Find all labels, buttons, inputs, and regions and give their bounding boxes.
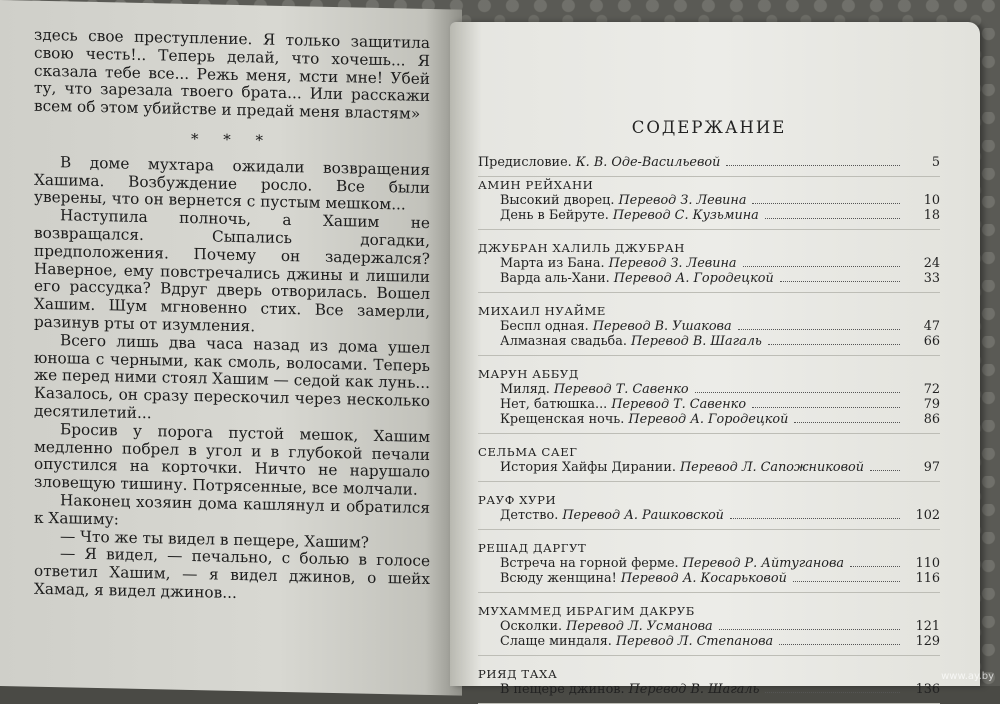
entry-title: Высокий дворец. xyxy=(500,193,619,208)
page-number: 129 xyxy=(915,634,940,649)
entry-title: Нет, батюшка... xyxy=(500,397,612,412)
page-number: 24 xyxy=(923,256,940,271)
toc-title: СОДЕРЖАНИЕ xyxy=(631,118,787,137)
dot-leader xyxy=(794,422,900,423)
entry-translator: Перевод В. Шагаль xyxy=(628,682,760,697)
toc-entry xyxy=(478,619,940,634)
page-number: 10 xyxy=(923,193,940,208)
watermark: www.ay.by xyxy=(941,671,994,682)
toc-entry xyxy=(478,256,940,271)
entry-title: Крещенская ночь. xyxy=(500,412,629,427)
dot-leader xyxy=(793,581,900,582)
entry-title: В пещере джинов. xyxy=(500,682,629,697)
text-paragraph: Наконец хозяин дома кашлянул и обратился к Хашиму: xyxy=(34,491,430,529)
divider xyxy=(478,433,940,434)
entry-translator: Перевод Л. Усманова xyxy=(566,619,713,634)
page-number: 102 xyxy=(915,508,940,523)
toc-author-heading: РИЯД ТАХА xyxy=(478,667,558,681)
dot-leader xyxy=(870,470,900,471)
toc-author-heading: АМИН РЕЙХАНИ xyxy=(478,178,594,192)
entry-title: Встреча на горной ферме. xyxy=(500,556,683,571)
entry-title: История Хайфы Дирании. xyxy=(500,460,680,475)
page-number: 110 xyxy=(915,556,940,571)
toc-entry xyxy=(478,193,940,208)
section-separator: * * * xyxy=(190,129,274,150)
text-paragraph: Всего лишь два часа назад из дома ушел юноша с черными, как смоль, волосами. Теперь же перед ними стоял Хашим — седой как лунь... Казалось, он сразу перескочил через несколько десятилетий... xyxy=(34,331,430,423)
toc-author-heading: СЕЛЬМА САЕГ xyxy=(478,445,578,459)
page-number: 79 xyxy=(923,397,940,412)
page-number: 66 xyxy=(923,334,940,349)
dialogue-line: — Что же ты видел в пещере, Хашим? xyxy=(60,526,369,552)
dot-leader xyxy=(738,329,900,330)
divider xyxy=(478,229,940,230)
entry-translator: Перевод Л. Степанова xyxy=(615,634,774,649)
entry-translator: Перевод А. Рашковской xyxy=(562,508,724,523)
divider xyxy=(478,592,940,593)
page-number: 97 xyxy=(923,460,940,475)
entry-title: Миляд. xyxy=(500,382,554,397)
toc-entry xyxy=(478,397,940,412)
dot-leader xyxy=(695,392,900,393)
entry-translator: Перевод А. Косарьковой xyxy=(620,571,787,586)
toc-entry xyxy=(478,571,940,586)
page-number: 72 xyxy=(923,382,940,397)
dot-leader xyxy=(752,407,900,408)
table-of-contents xyxy=(478,118,940,704)
text-paragraph: В доме мухтара ожидали возвращения Хашима. Возбуждение росло. Все были уверены, что он вернется с пустым мешком... xyxy=(34,153,430,214)
dot-leader xyxy=(779,644,900,645)
left-page xyxy=(0,0,462,696)
toc-entry xyxy=(478,271,940,286)
toc-entry xyxy=(478,556,940,571)
entry-translator: Перевод Т. Савенко xyxy=(553,382,689,397)
entry-translator: Перевод З. Левина xyxy=(618,193,747,208)
divider xyxy=(478,292,940,293)
toc-author-heading: РЕШАД ДАРГУТ xyxy=(478,541,587,555)
entry-translator: Перевод В. Шагаль xyxy=(631,334,762,349)
toc-entry xyxy=(478,208,940,223)
dot-leader xyxy=(768,344,900,345)
entry-title: Беспл одная. xyxy=(500,319,593,334)
toc-entry xyxy=(478,382,940,397)
toc-author-heading: РАУФ ХУРИ xyxy=(478,493,557,507)
entry-title: Предисловие. xyxy=(478,155,576,170)
entry-translator: Перевод В. Ушакова xyxy=(592,319,732,334)
toc-author-heading: МАРУН АББУД xyxy=(478,367,579,381)
divider xyxy=(478,529,940,530)
page-number: 47 xyxy=(923,319,940,334)
left-page-text xyxy=(34,27,430,607)
dialogue-line: — Я видел, — печально, с болью в голосе ответил Хашим, — я видел джинов, о шейх Хамад, я видел джинов... xyxy=(34,544,430,602)
entry-title: День в Бейруте. xyxy=(500,208,613,223)
dot-leader xyxy=(752,203,900,204)
page-number: 18 xyxy=(923,208,940,223)
entry-title: Осколки. xyxy=(500,619,567,634)
dot-leader xyxy=(726,165,900,166)
divider xyxy=(478,655,940,656)
text-paragraph: здесь свое преступление. Я только защитила свою честь!.. Теперь делай, что хочешь... Я сказала тебе все... Режь меня, мсти мне! Убей ту, что зарезала твоего брата... Или расскажи всем об этом убийстве и предай меня властям» xyxy=(34,25,430,123)
page-number: 116 xyxy=(915,571,940,586)
entry-title: Детство. xyxy=(500,508,563,523)
dot-leader xyxy=(765,218,900,219)
toc-entry xyxy=(478,460,940,475)
dot-leader xyxy=(719,629,900,630)
entry-translator: Перевод Л. Сапожниковой xyxy=(680,460,864,475)
toc-author-heading: МУХАММЕД ИБРАГИМ ДАКРУБ xyxy=(478,604,695,618)
divider xyxy=(478,481,940,482)
entry-translator: Перевод А. Городецкой xyxy=(628,412,789,427)
entry-translator: Перевод А. Городецкой xyxy=(613,271,774,286)
page-number: 136 xyxy=(915,682,940,697)
page-number: 121 xyxy=(915,619,940,634)
toc-author-heading: МИХАИЛ НУАЙМЕ xyxy=(478,304,607,318)
dot-leader xyxy=(730,518,900,519)
entry-translator: Перевод Р. Айтуганова xyxy=(682,556,845,571)
dot-leader xyxy=(765,692,900,693)
text-paragraph: Бросив у порога пустой мешок, Хашим медленно побрел в угол и в глубокой печали опустился на корточки. Ничто не нарушало зловещую тишину. Потрясенные, все молчали. xyxy=(34,419,430,499)
text-paragraph: Наступила полночь, а Хашим не возвращался. Сыпались догадки, предположения. Почему он задержался? Наверное, ему повстречались джины и лишили его рассудка? Вдруг дверь отворилась. Вошел Хашим. Шум мгновенно стих. Все замерли, разинув рты от изумления. xyxy=(34,206,430,336)
entry-title: Слаще миндаля. xyxy=(500,634,616,649)
divider xyxy=(478,355,940,356)
dot-leader xyxy=(780,281,900,282)
entry-title: Алмазная свадьба. xyxy=(500,334,631,349)
page-number: 5 xyxy=(931,155,940,170)
toc-entry-preface xyxy=(478,155,940,170)
toc-sections xyxy=(478,177,940,704)
entry-translator: Перевод Т. Савенко xyxy=(611,397,747,412)
entry-translator: Перевод З. Левина xyxy=(608,256,737,271)
dot-leader xyxy=(850,566,900,567)
entry-title: Всюду женщина! xyxy=(500,571,621,586)
toc-author-heading: ДЖУБРАН ХАЛИЛЬ ДЖУБРАН xyxy=(478,241,685,255)
entry-translator: Перевод С. Кузьмина xyxy=(612,208,759,223)
toc-entry xyxy=(478,634,940,649)
page-number: 86 xyxy=(923,412,940,427)
entry-title: Марта из Бана. xyxy=(500,256,609,271)
page-number: 33 xyxy=(923,271,940,286)
entry-author: К. В. Оде-Васильевой xyxy=(575,155,721,170)
toc-entry xyxy=(478,319,940,334)
toc-entry xyxy=(478,334,940,349)
entry-title: Варда аль-Хани. xyxy=(500,271,614,286)
dot-leader xyxy=(743,266,900,267)
toc-entry xyxy=(478,412,940,427)
toc-entry xyxy=(478,682,940,697)
toc-entry xyxy=(478,508,940,523)
